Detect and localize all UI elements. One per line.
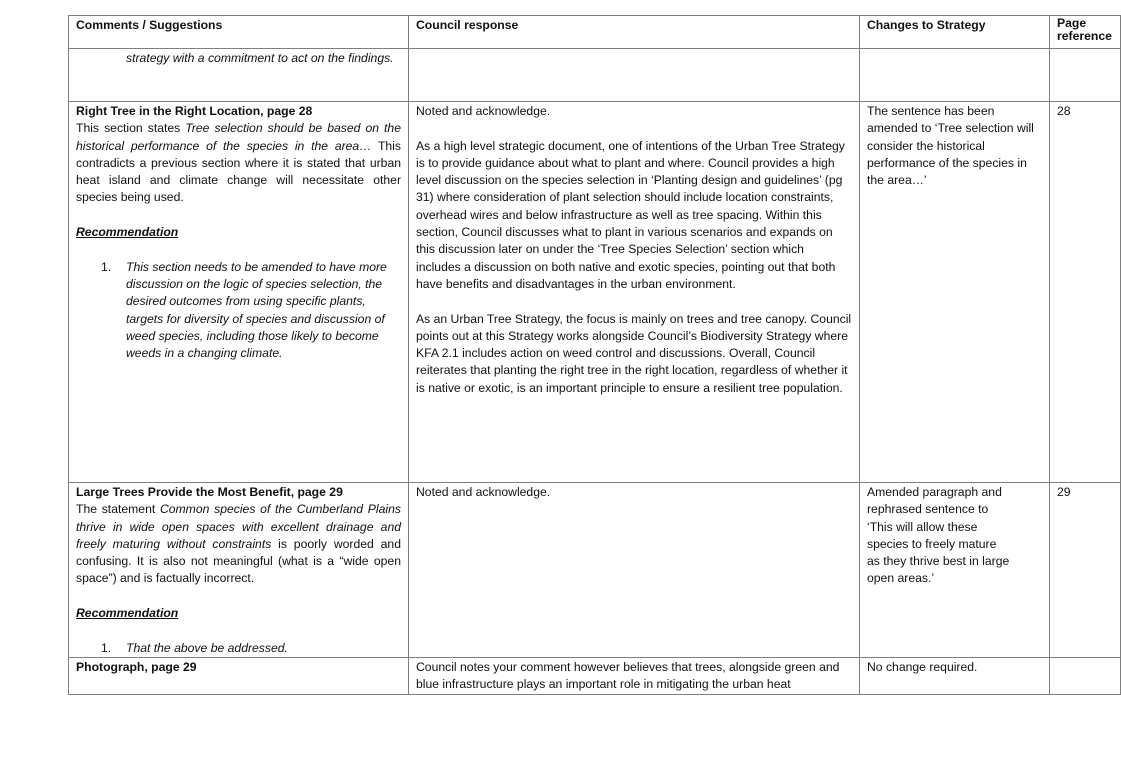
response-cell [409, 657, 860, 694]
comment-cell [69, 49, 409, 102]
page-cell [1050, 657, 1121, 694]
response-text: Noted and acknowledge. [416, 485, 551, 499]
recommendation-label: Recommendation [76, 225, 179, 240]
comment-cell [69, 657, 409, 694]
response-cell [409, 483, 860, 658]
change-text: No change required. [867, 659, 978, 674]
table-row [69, 657, 1121, 694]
response-text: As a high level strategic document, one of intentions of the Urban Tree Strategy is to provide guidance about what to plant and where. Council provides a high level discussion on the species selection in ‘Planting design and guidelines’ (pg 31) where consideration of plant selection should include location constraints, overhead wires and below infrastructure as well as tree spacing. Within this section, Council discusses what to plant in various scenarios and expands on this discussion later on under the ‘Tree Species Selection’ section which includes a discussion on both native and exotic species, pointing out that both have benefits and disadvantages in the urban environment. [416, 138, 845, 291]
response-text: Noted and acknowledge. [416, 104, 551, 118]
header-changes: Changes to Strategy [860, 16, 1050, 49]
header-comments: Comments / Suggestions [69, 16, 409, 49]
change-line: open areas.’ [867, 571, 935, 586]
changes-cell [860, 102, 1050, 483]
header-response: Council response [409, 16, 860, 49]
response-text: Council notes your comment however believes that trees, alongside green and blue infrastructure plays an important role in mitigating the urban heat [416, 659, 840, 692]
recommendation-label: Recommendation [76, 606, 179, 621]
page-cell: 29 [1050, 483, 1121, 658]
change-line: species to freely mature [867, 536, 997, 551]
header-page-reference: Page reference [1050, 16, 1121, 49]
row-title: Photograph, page 29 [76, 659, 197, 674]
changes-cell [860, 657, 1050, 694]
comment-text: This section states Tree selection should be based on the historical performance of the species in the area… This contradicts a previous section where it is stated that urban heat island and climate change will necessitate other species being used. [76, 121, 401, 205]
comment-text: The statement Common species of the Cumberland Plains thrive in wide open spaces with excellent drainage and freely maturing without constraints is poorly worded and confusing. It is also not meaningful (what is a “wide open space”) and is factually incorrect. [76, 502, 401, 586]
list-number: 1. [101, 259, 112, 274]
table-row [69, 102, 1121, 483]
change-line: ‘This will allow these [867, 519, 978, 534]
change-text: The sentence has been amended to ‘Tree selection will consider the historical performance of the species in the area…’ [867, 104, 1034, 188]
response-cell [409, 102, 860, 483]
list-text: This section needs to be amended to have more discussion on the logic of species selection, the desired outcomes from using specific plants, targets for diversity of species and discussion of weed species, including those likely to become weeds in a changing climate. [126, 259, 387, 361]
changes-cell [860, 483, 1050, 658]
changes-cell [860, 49, 1050, 102]
row-title: Right Tree in the Right Location, page 28 [76, 104, 313, 118]
table-row [69, 49, 1121, 102]
comment-cell [69, 483, 409, 658]
comment-cell [69, 102, 409, 483]
submissions-table [68, 15, 1121, 695]
list-item [76, 259, 401, 363]
page-cell [1050, 49, 1121, 102]
list-item [76, 640, 401, 657]
header-row [69, 16, 1121, 49]
change-line: rephrased sentence to [867, 502, 989, 517]
response-text: As an Urban Tree Strategy, the focus is mainly on trees and tree canopy. Council points out at this Strategy works alongside Council’s Biodiversity Strategy where KFA 2.1 includes action on weed control and discussions. Overall, Council reiterates that planting the right tree in the right location, regardless of whether it is native or exotic, is an important principle to ensure a resilient tree population. [416, 311, 852, 395]
recommendation-continuation: strategy with a commitment to act on the findings. [126, 51, 394, 65]
change-line: Amended paragraph and [867, 485, 1002, 499]
list-number: 1. [101, 640, 112, 655]
change-line: as they thrive best in large [867, 554, 1010, 569]
page-cell: 28 [1050, 102, 1121, 483]
table-row [69, 483, 1121, 658]
row-title: Large Trees Provide the Most Benefit, page 29 [76, 485, 343, 499]
response-cell [409, 49, 860, 102]
list-text: That the above be addressed. [126, 640, 288, 655]
